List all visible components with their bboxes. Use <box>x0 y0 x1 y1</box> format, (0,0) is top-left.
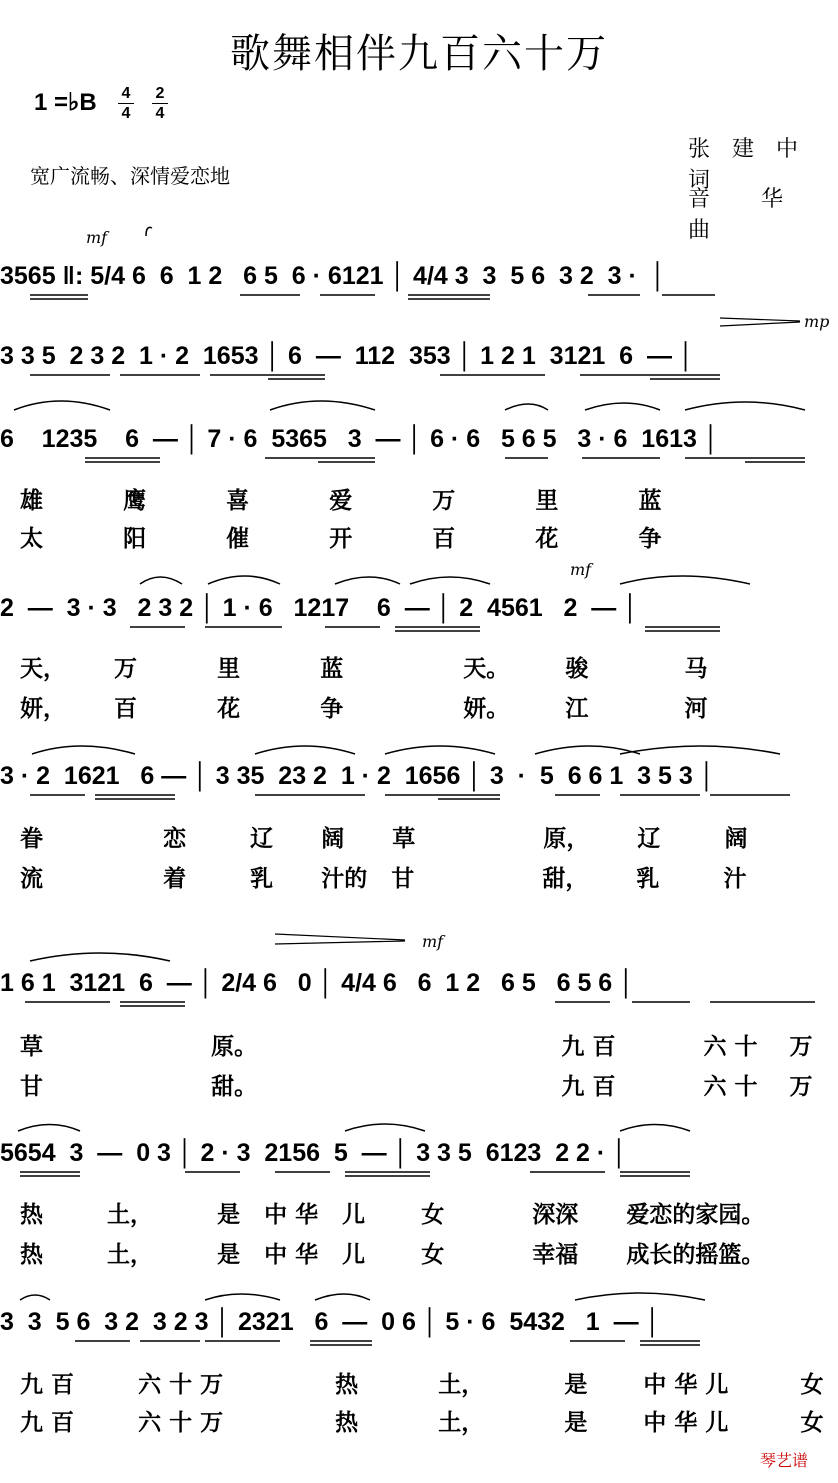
dynamic-mark: mf <box>422 932 444 951</box>
lyric-line: 流 着 乳 汁的 甘 甜， 乳 汁 <box>20 866 747 892</box>
dynamic-mark: mp <box>804 312 830 331</box>
lyric-line: 草 原。 九 百 六 十 万 <box>20 1034 813 1060</box>
composer-credit: 音 华 曲 <box>688 187 805 243</box>
slur-mark <box>620 1125 690 1132</box>
notation-line-4: 2 — 3 · 3 2 3 2 │ 1 · 6 1217 6 — │ 2 4561 2 — │ <box>0 594 639 622</box>
slur-mark <box>208 576 280 584</box>
slur-mark <box>535 746 640 754</box>
time-num: 4 <box>121 85 131 102</box>
notation-line-6: 1 6 1 3121 6 — │ 2/4 6 0 │ 4/4 6 6 1 2 6 5 6 5 6 │ <box>0 969 635 997</box>
lyric-line: 甘 甜。 九 百 六 十 万 <box>20 1074 813 1100</box>
slur-mark <box>385 746 495 754</box>
slur-mark <box>620 746 780 754</box>
slur-mark <box>205 1294 280 1300</box>
lyricist-credit: 张建中 词 <box>688 137 821 193</box>
slur-mark <box>32 746 135 754</box>
lyric-line: 九 百 六 十 万 热 土， 是 中 华 儿 女 <box>20 1372 824 1398</box>
slur-mark <box>14 401 110 410</box>
slur-mark <box>575 1293 705 1300</box>
time-bar <box>152 103 168 104</box>
time-num: 2 <box>155 85 165 102</box>
notation-line-5: 3 · 2 1621 6 — │ 3 35 23 2 1 · 2 1656 │ 3 · 5 6 6 1 3 5 3 │ <box>0 762 716 790</box>
time-den: 4 <box>155 105 165 122</box>
lyric-line: 天， 万 里 蓝 天。 骏 马 <box>20 656 708 682</box>
time-signature-4-4 <box>118 85 134 122</box>
slur-mark <box>315 1294 370 1300</box>
slur-mark <box>270 401 375 410</box>
slur-mark <box>146 227 152 236</box>
slur-mark <box>140 577 182 584</box>
slur-mark <box>345 1124 425 1131</box>
slur-mark <box>585 403 660 410</box>
slur-mark <box>20 1295 50 1300</box>
lyric-line: 九 百 六 十 万 热 土， 是 中 华 儿 女 <box>20 1410 824 1436</box>
diminuendo-mark <box>720 322 800 326</box>
slur-mark <box>30 953 170 961</box>
diminuendo-mark <box>275 941 405 944</box>
dynamic-mark: mf <box>570 560 592 579</box>
time-den: 4 <box>121 105 131 122</box>
lyric-line: 热 土， 是 中 华 儿 女 幸福 成长的摇篮。 <box>20 1242 765 1268</box>
lyric-line: 眷 恋 辽 阔 草 原， 辽 阔 <box>20 826 748 852</box>
time-signature-2-4 <box>152 85 168 122</box>
diminuendo-mark <box>720 318 800 321</box>
lyric-line: 雄 鹰 喜 爱 万 里 蓝 <box>20 488 662 514</box>
slur-mark <box>255 746 355 754</box>
time-bar <box>118 103 134 104</box>
lyric-line: 太 阳 催 开 百 花 争 <box>20 526 662 552</box>
lyric-line: 热 土， 是 中 华 儿 女 深深 爱恋的家园。 <box>20 1202 765 1228</box>
slur-mark <box>18 1125 80 1132</box>
notation-line-2: 3 3 5 2 3 2 1 · 2 1653 │ 6 — 112 353 │ 1 2 1 3121 6 — │ <box>0 342 695 370</box>
notation-line-3: 6 1235 6 — │ 7 · 6 5365 3 — │ 6 · 6 5 6 5 3 · 6 1613 │ <box>0 425 720 453</box>
slur-mark <box>620 576 750 584</box>
diminuendo-mark <box>275 934 405 940</box>
watermark-logo: 琴艺谱 <box>760 1451 809 1470</box>
slur-mark <box>685 402 805 410</box>
notation-line-8: 3 3 5 6 3 2 3 2 3 │ 2321 6 — 0 6 │ 5 · 6 5432 1 — │ <box>0 1308 662 1336</box>
slur-mark <box>505 404 548 410</box>
notation-line-7: 5654 3 — 0 3 │ 2 · 3 2156 5 — │ 3 3 5 6123 2 2 · │ <box>0 1139 628 1167</box>
key-signature: 1 =♭B <box>34 89 97 116</box>
slur-mark <box>410 577 490 584</box>
song-title: 歌舞相伴九百六十万 <box>230 31 608 77</box>
slur-mark <box>335 577 400 584</box>
notation-line-1: 3565 ‖: 5/4 6 6 1 2 6 5 6 · 6121 │ 4/4 3 3 5 6 3 2 3 · │ <box>0 262 667 290</box>
tempo-marking: 宽广流畅、深情爱恋地 <box>30 164 230 188</box>
dynamic-mark: mf <box>86 228 108 247</box>
lyric-line: 妍， 百 花 争 妍。 江 河 <box>20 696 708 722</box>
